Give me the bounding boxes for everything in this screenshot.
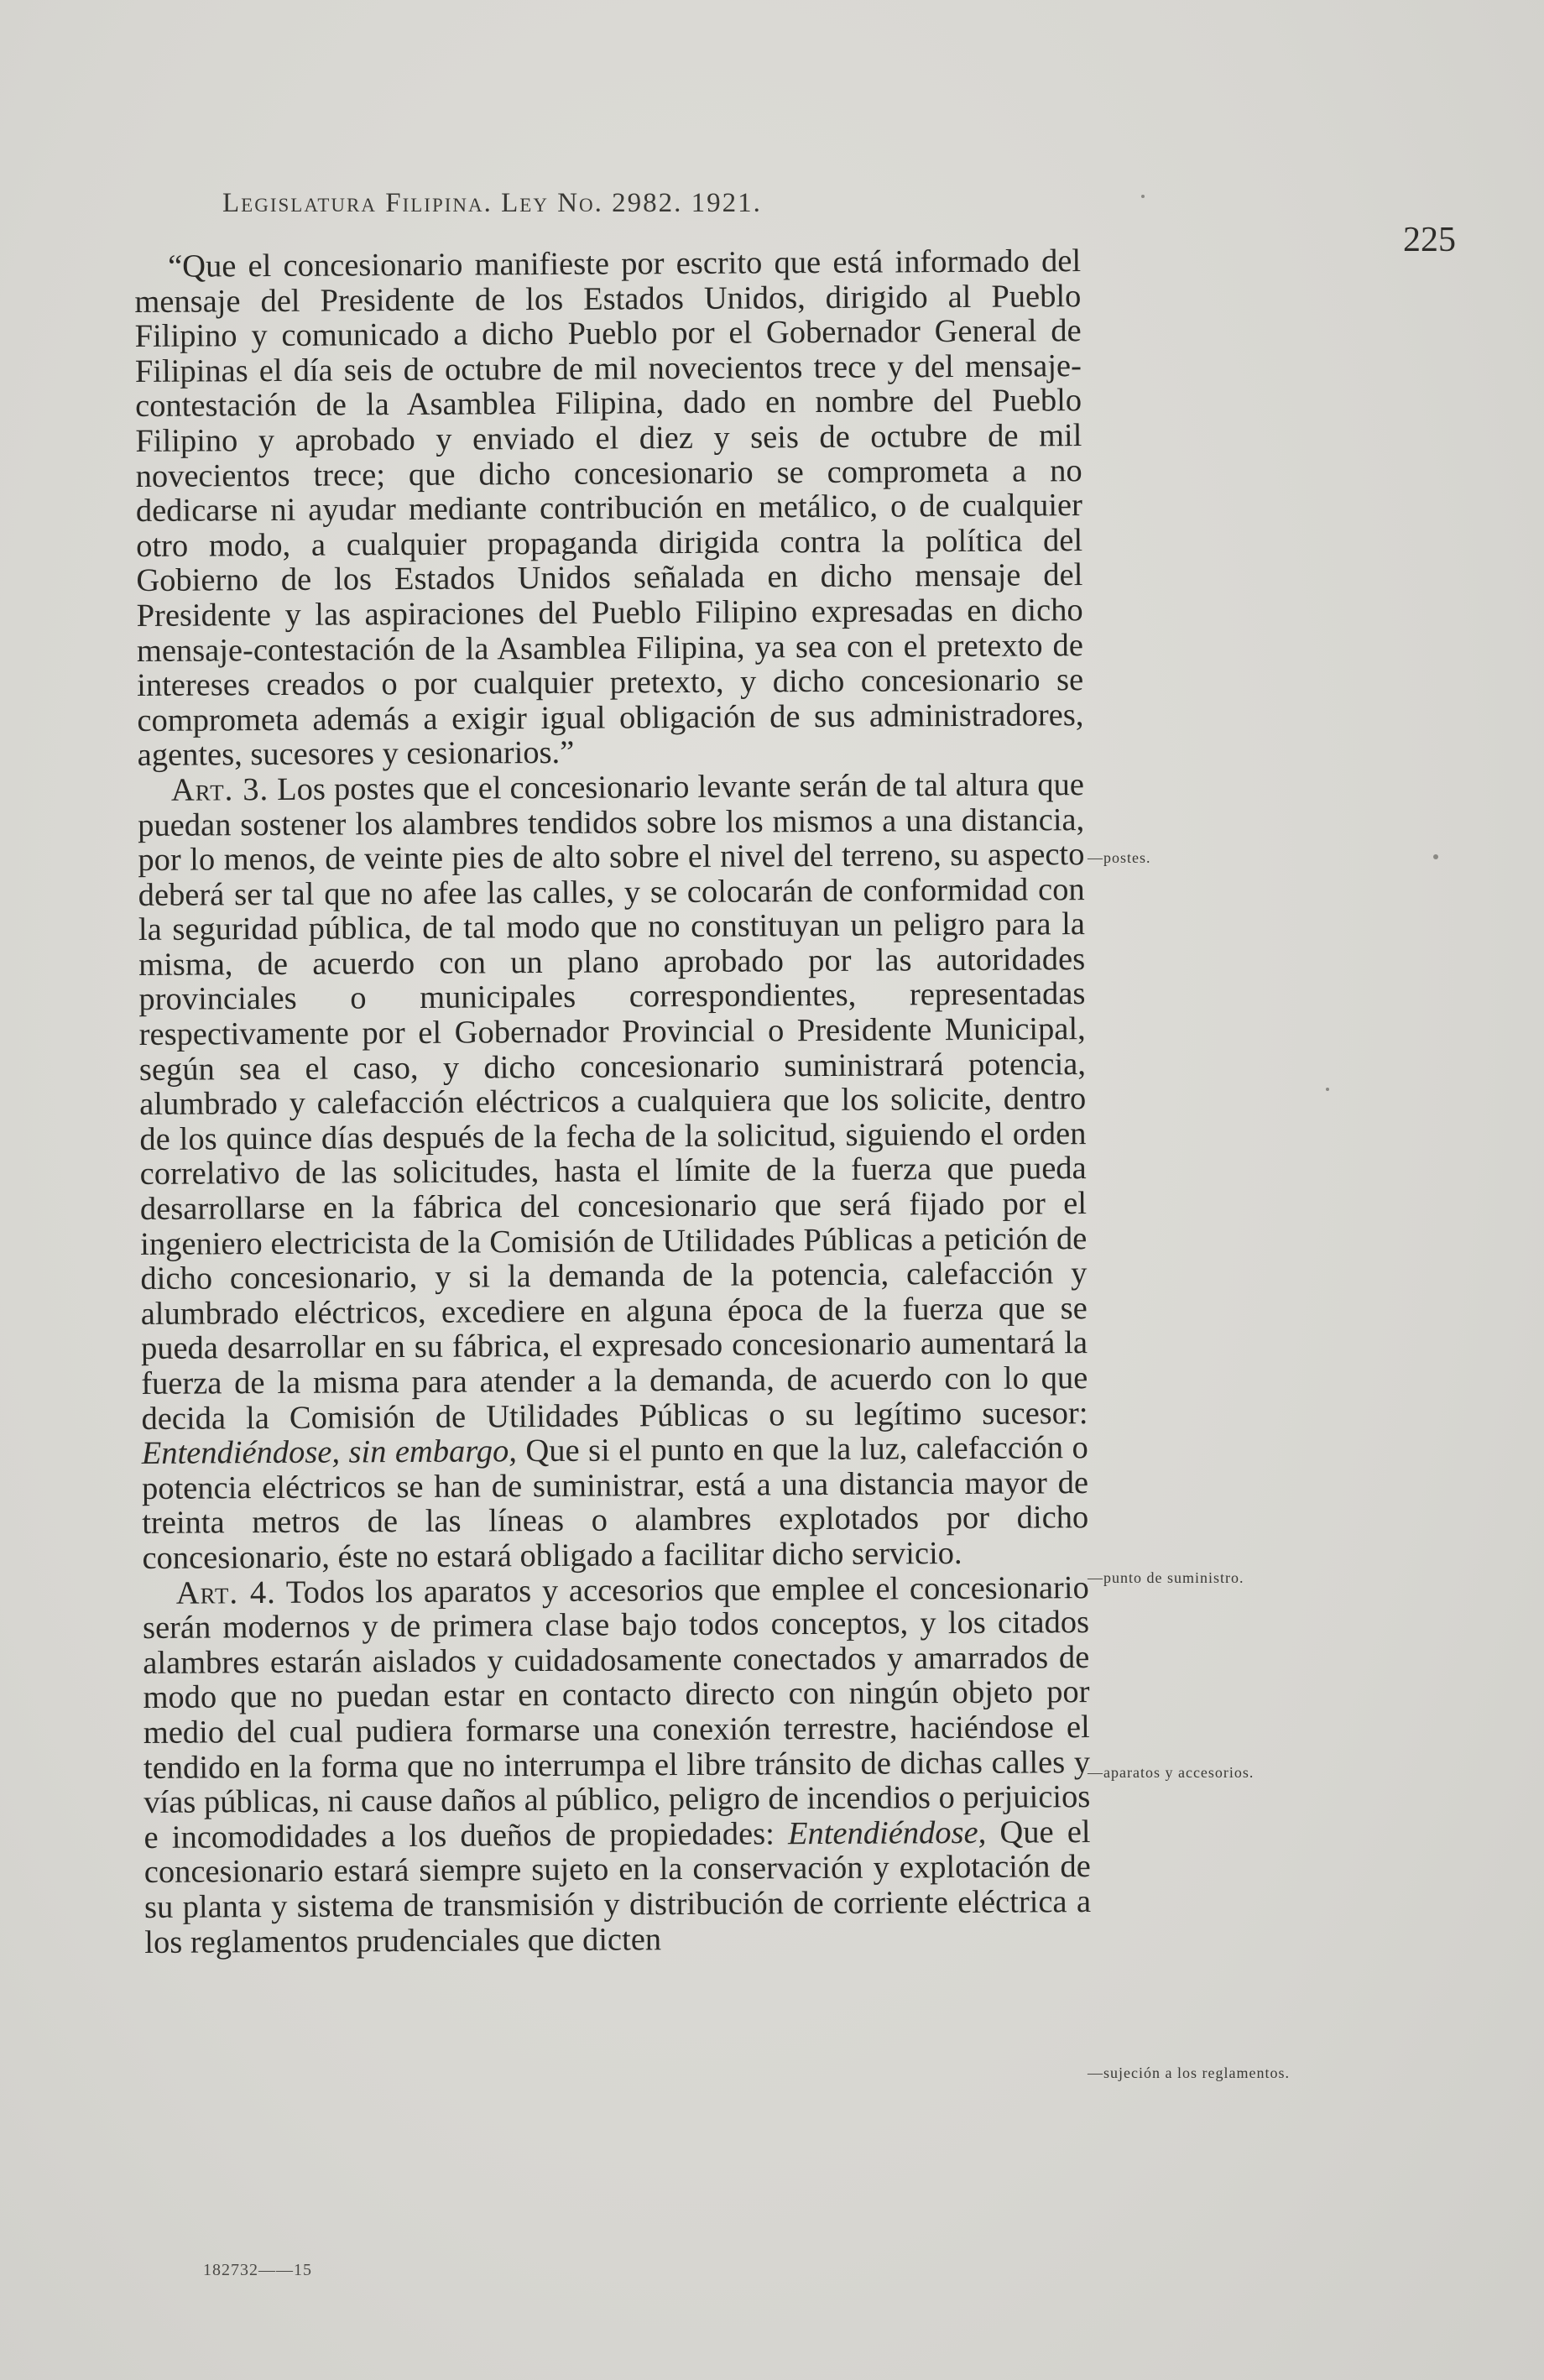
margin-note-sujecion: —sujeción a los reglamentos. (1088, 2064, 1290, 2081)
article-4-proviso: Entendiéndose, (787, 1814, 987, 1851)
margin-note-punto: —punto de suministro. (1088, 1569, 1244, 1586)
paper-speck (1433, 854, 1438, 859)
paragraph-article-3 (138, 768, 1089, 1577)
paper-speck (1141, 195, 1145, 198)
paragraph-article-4 (143, 1571, 1092, 1960)
article-3-proviso: Entendiéndose, sin embargo, (141, 1433, 518, 1472)
paragraph-quotation: “Que el concesionario manifieste por escrito que está informado del mensaje del Presidente de los Estados Unidos, dirigido al Pueblo Filipino y comunicado a dicho Pueblo por el Gobernador General de Filipinas el día seis de octubre de mil novecientos trece y del mensaje-contestación de la Asamblea Filipina, dado en nombre del Pueblo Filipino y aprobado y enviado el diez y seis de octubre de mil novecientos trece; que dicho concesionario se comprometa a no dedicarse ni ayudar mediante contribución en metálico, o de cualquier otro modo, a cualquier propaganda dirigida contra la política del Gobierno de los Estados Unidos señalada en dicho mensaje del Presidente y las aspiraciones del Pueblo Filipino expresadas en dicho mensaje-contestación de la Asamblea Filipina, ya sea con el pretexto de intereses creados o por cualquier pretexto, y dicho concesionario se comprometa además a exigir igual obligación de sus administradores, agentes, sucesores y cesionarios.” (134, 243, 1084, 774)
printer-signature: 182732——15 (203, 2261, 312, 2279)
margin-note-postes: —postes. (1088, 849, 1151, 866)
article-4-text-b: Que el concesionario estará siempre sujeto en la conservación y explotación de su planta y sistema de transmisión y distribución de corriente eléctrica a los reglamentos prudenciales que dicten (143, 1814, 1092, 1960)
article-3-label: Art. 3. (170, 771, 269, 808)
margin-note-aparatos: —aparatos y accesorios. (1088, 1764, 1254, 1781)
article-4-label: Art. 4. (175, 1574, 276, 1611)
article-4-text-a: Todos los aparatos y accesorios que emplee el concesionario serán modernos y de primera clase bajo todos conceptos, y los citados alambres estarán aislados y cuidadosamente conectados y amarrados de modo que no puedan estar en contacto directo con ningún objeto por medio del cual pudiera formarse una conexión terrestre, haciéndose el tendido en la forma que no interrumpa el libre tránsito de dichas calles y vías públicas, ni cause daños al público, peligro de incendios o perjuicios e incomodidades a los dueños de propiedades: (142, 1569, 1091, 1855)
running-title: Legislatura Filipina. Ley No. 2982. 1921. (222, 188, 762, 218)
article-3-text-b: Que si el punto en que la luz, calefacción o potencia eléctricos se han de suministrar, está a una distancia mayor de treinta metros de las líneas o alambres explotados por dicho concesionario, éste no estará obligado a facilitar dicho servicio. (141, 1430, 1089, 1576)
page-number: 225 (1403, 221, 1456, 259)
paper-speck (1326, 1088, 1329, 1091)
article-3-text-a: Los postes que el concesionario levante serán de tal altura que puedan sostener los alambres tendidos sobre los mismos a una distancia, por lo menos, de veinte pies de alto sobre el nivel del terreno, su aspecto deberá ser tal que no afee las calles, y se colocarán de conformidad con la seguridad pública, de tal modo que no constituyan un peligro para la misma, de acuerdo con un plano aprobado por las autoridades provinciales o municipales correspondientes, representadas respectivamente por el Gobernador Provincial o Presidente Municipal, según sea el caso, y dicho concesionario suministrará potencia, alumbrado y calefacción eléctricos a cualquiera que los solicite, dentro de los quince días después de la fecha de la solicitud, siguiendo el orden correlativo de las solicitudes, hasta el límite de la fuerza que pueda desarrollarse en la fábrica del concesionario que será fijado por el ingeniero electricista de la Comisión de Utilidades Públicas a petición de dicho concesionario, y si la demanda de la potencia, calefacción y alumbrado eléctricos, excediere en alguna época de la fuerza que se pueda desarrollar en su fábrica, el expresado concesionario aumentará la fuerza de la misma para atender a la demanda, de acuerdo con lo que decida la Comisión de Utilidades Públicas o su legítimo sucesor: (138, 767, 1088, 1437)
body-text (134, 244, 1091, 1960)
